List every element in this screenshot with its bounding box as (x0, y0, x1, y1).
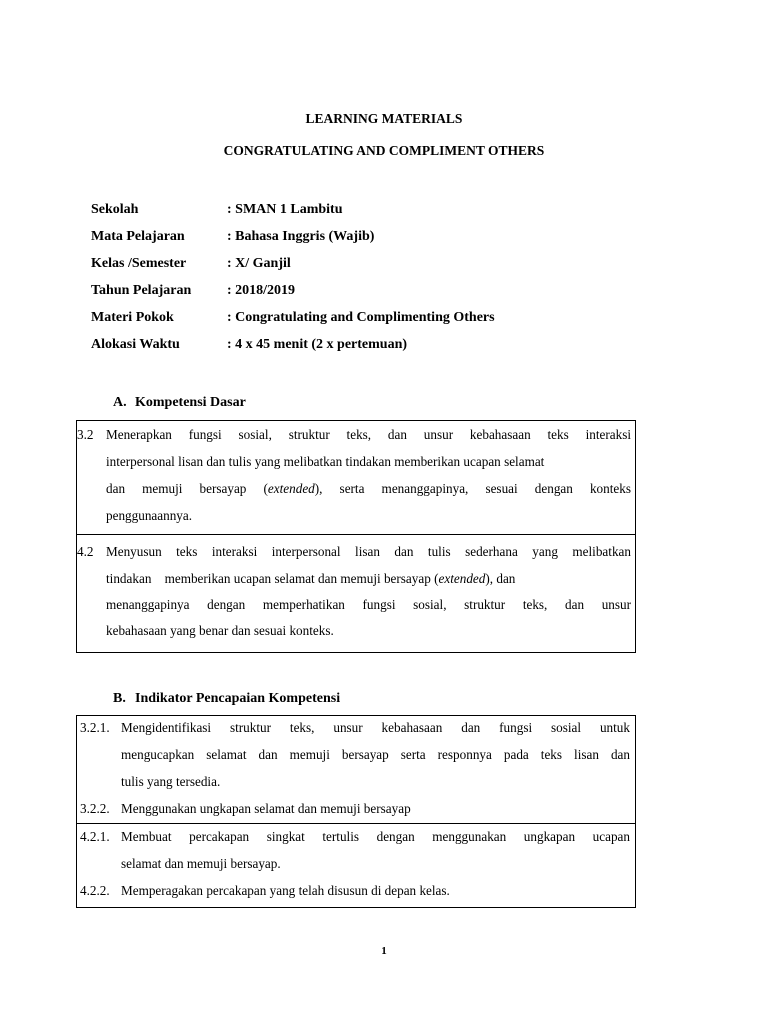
kompetensi-dasar-table (76, 420, 636, 653)
indikator-table (76, 715, 636, 908)
meta-value: : Congratulating and Complimenting Others (227, 310, 495, 325)
page-number: 1 (381, 945, 387, 957)
section-title: Kompetensi Dasar (135, 395, 246, 410)
meta-label: Sekolah (91, 202, 139, 217)
indikator-text-line: Mengidentifikasi struktur teks, unsur kebahasaan dan fungsi sosial untuk (121, 720, 630, 735)
kd-text-line: Menyusun teks interaksi interpersonal lisan dan tulis sederhana yang melibatkan (106, 544, 631, 559)
kd-number: 4.2 (77, 544, 94, 559)
indikator-number: 4.2.2. (80, 883, 110, 898)
meta-label: Mata Pelajaran (91, 229, 185, 244)
kd-text-line: interpersonal lisan dan tulis yang melibatkan tindakan memberikan ucapan selamat (106, 454, 545, 469)
section-a-heading (113, 395, 246, 411)
meta-value: : 4 x 45 menit (2 x pertemuan) (227, 337, 408, 352)
meta-value: : X/ Ganjil (227, 256, 291, 271)
kd-text-line: dan memuji bersayap (extended), serta menanggapinya, sesuai dengan konteks (106, 481, 631, 496)
indikator-number: 3.2.2. (80, 801, 110, 816)
kd-row-4-2 (77, 534, 635, 652)
indikator-group-3-2 (77, 716, 635, 823)
indikator-text-line: selamat dan memuji bersayap. (121, 856, 281, 871)
kd-number: 3.2 (77, 427, 94, 442)
indikator-text-line: Menggunakan ungkapan selamat dan memuji bersayap (121, 801, 411, 816)
meta-label: Materi Pokok (91, 310, 174, 325)
section-letter: B. (113, 691, 126, 706)
meta-value: : Bahasa Inggris (Wajib) (227, 229, 375, 244)
indikator-text-line: tulis yang tersedia. (121, 774, 221, 789)
meta-value: : 2018/2019 (227, 283, 296, 298)
kd-text-line: menanggapinya dengan memperhatikan fungsi sosial, struktur teks, dan unsur (106, 597, 631, 612)
indikator-group-4-2 (77, 823, 635, 907)
indikator-text-line: Memperagakan percakapan yang telah disusun di depan kelas. (121, 883, 450, 898)
indikator-number: 4.2.1. (80, 829, 110, 844)
section-letter: A. (113, 395, 127, 410)
kd-text-line: penggunaannya. (106, 508, 193, 523)
document-title: LEARNING MATERIALS (305, 111, 463, 126)
kd-text-line: Menerapkan fungsi sosial, struktur teks, dan unsur kebahasaan teks interaksi (106, 427, 631, 442)
kd-row-3-2 (77, 421, 635, 534)
document-subtitle: CONGRATULATING AND COMPLIMENT OTHERS (223, 143, 545, 158)
section-b-heading (113, 691, 340, 707)
indikator-text-line: Membuat percakapan singkat tertulis dengan menggunakan ungkapan ucapan (121, 829, 630, 844)
kd-text-line: tindakan memberikan ucapan selamat dan memuji bersayap (extended), dan (106, 571, 516, 586)
meta-label: Kelas /Semester (91, 256, 187, 271)
kd-text-line: kebahasaan yang benar dan sesuai konteks. (106, 623, 334, 638)
indikator-number: 3.2.1. (80, 720, 110, 735)
meta-label: Tahun Pelajaran (91, 283, 192, 298)
indikator-text-line: mengucapkan selamat dan memuji bersayap serta responnya pada teks lisan dan (121, 747, 630, 762)
meta-value: : SMAN 1 Lambitu (227, 202, 343, 217)
meta-label: Alokasi Waktu (91, 337, 180, 352)
section-title: Indikator Pencapaian Kompetensi (135, 691, 341, 706)
